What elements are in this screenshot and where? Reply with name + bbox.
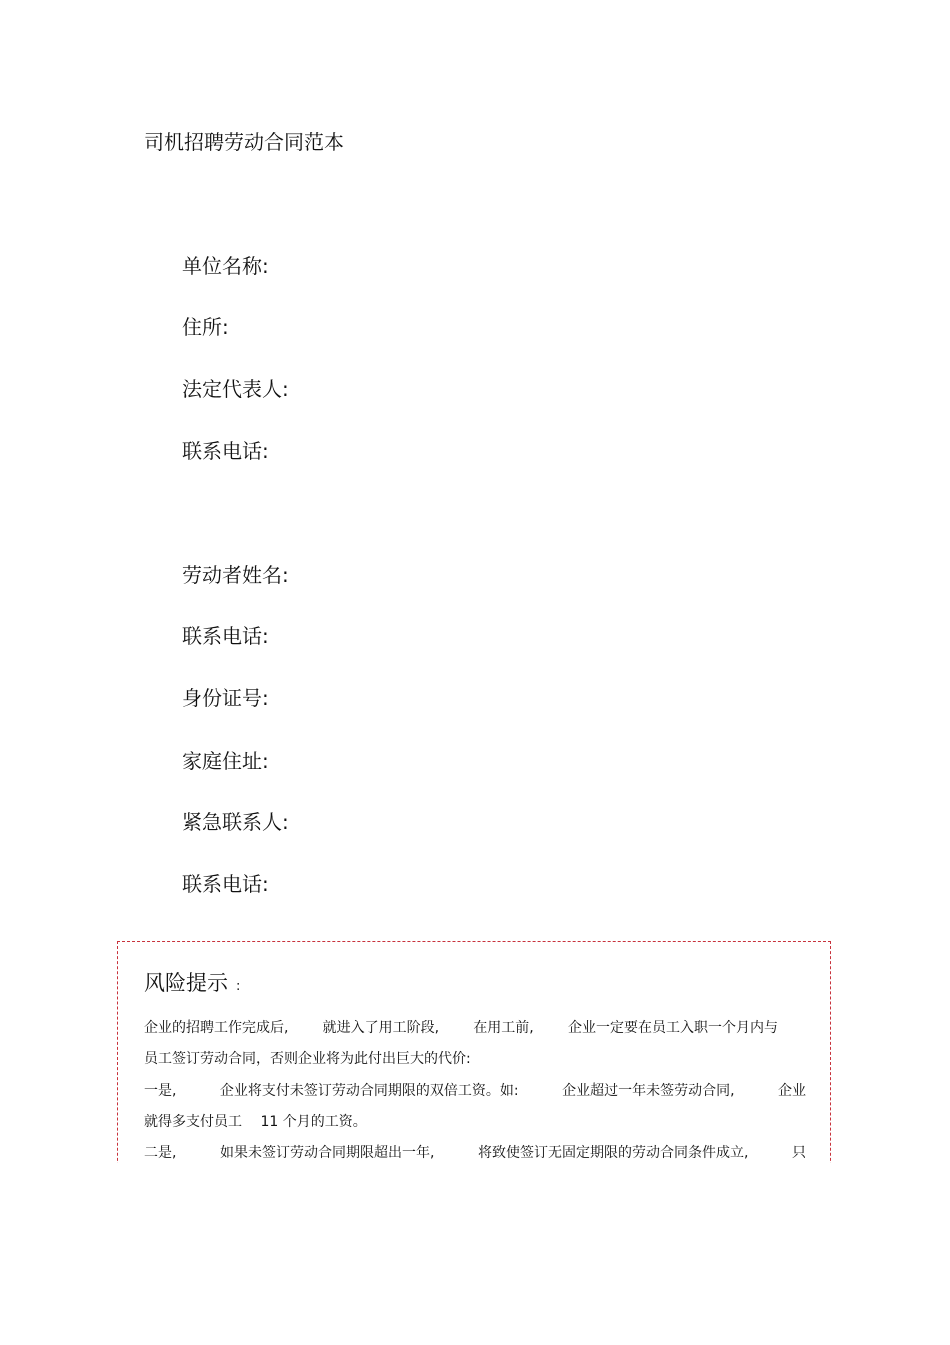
employee-name-label: 劳动者姓名: [182, 563, 289, 587]
risk-paragraph-line-2: 员工签订劳动合同，否则企业将为此付出巨大的代价: [144, 1051, 471, 1067]
risk-title-colon: : [236, 979, 241, 994]
risk-title-text: 风险提示 [144, 971, 228, 995]
employer-name-label: 单位名称: [182, 254, 269, 278]
page-bottom-blank [0, 1163, 950, 1345]
risk-line-5-part-4: 只 [792, 1145, 806, 1161]
employee-home-label: 家庭住址: [182, 749, 269, 773]
employer-representative-label: 法定代表人: [182, 377, 289, 401]
risk-line-3-part-4: 企业 [777, 1083, 806, 1099]
risk-paragraph-line-5 [144, 1143, 806, 1163]
risk-line-1-part-1: 企业的招聘工作完成后, [144, 1020, 289, 1036]
employer-phone-label: 联系电话: [182, 439, 269, 463]
risk-line-3-part-1: 一是, [144, 1083, 177, 1099]
risk-notice-title [144, 968, 240, 1002]
document-title: 司机招聘劳动合同范本 [144, 130, 344, 154]
risk-line-5-part-3: 将致使签订无固定期限的劳动合同条件成立, [478, 1145, 749, 1161]
employee-id-label: 身份证号: [182, 686, 269, 710]
risk-notice-box [117, 941, 831, 1181]
employer-address-label: 住所: [182, 315, 229, 339]
risk-line-1-part-2: 就进入了用工阶段, [322, 1020, 440, 1036]
risk-line-5-part-2: 如果未签订劳动合同期限超出一年, [220, 1145, 435, 1161]
employee-phone-label: 联系电话: [182, 624, 269, 648]
emergency-phone-label: 联系电话: [182, 872, 269, 896]
risk-line-1-part-4: 企业一定要在员工入职一个月内与 [567, 1020, 778, 1036]
risk-paragraph-line-4: 就得多支付员工 11 个月的工资。 [144, 1114, 367, 1130]
risk-line-1-part-3: 在用工前, [473, 1020, 534, 1036]
risk-paragraph-line-3 [144, 1081, 806, 1101]
risk-line-3-part-2: 企业将支付未签订劳动合同期限的双倍工资。如: [219, 1083, 519, 1099]
risk-line-5-part-1: 二是, [144, 1145, 177, 1161]
risk-paragraph-line-1 [144, 1018, 806, 1038]
emergency-contact-label: 紧急联系人: [182, 810, 289, 834]
risk-line-3-part-3: 企业超过一年未签劳动合同, [562, 1083, 735, 1099]
